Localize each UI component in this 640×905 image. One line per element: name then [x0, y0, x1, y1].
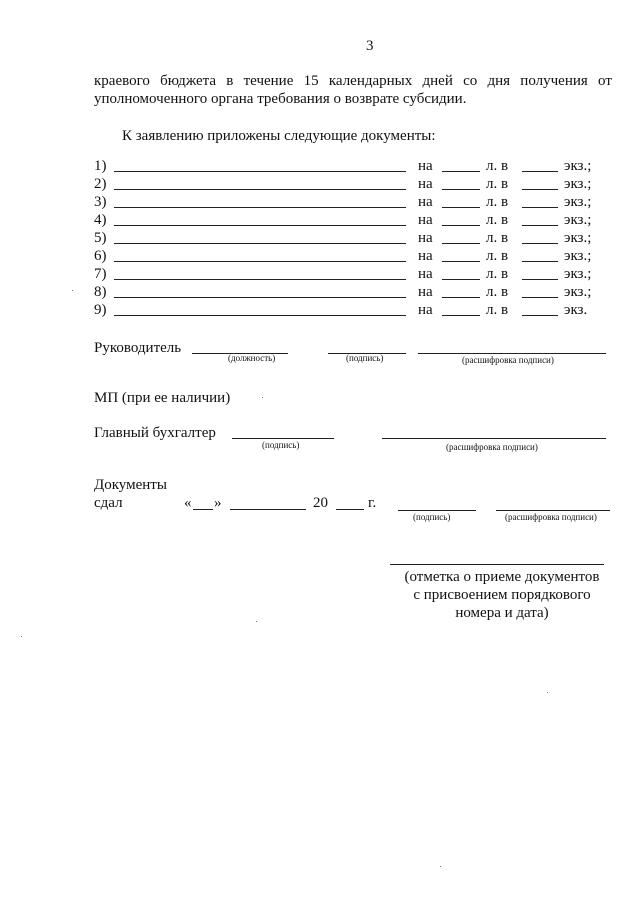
- pages-count-field[interactable]: [442, 225, 480, 226]
- pages-count-field[interactable]: [442, 243, 480, 244]
- head-decoding-line[interactable]: [418, 353, 606, 354]
- paragraph-line-1: [94, 72, 612, 90]
- submitted-signature-line[interactable]: [398, 510, 476, 511]
- pages-prefix: на: [418, 302, 433, 318]
- attachment-number: 5): [94, 230, 107, 246]
- pages-count-field[interactable]: [442, 315, 480, 316]
- pages-prefix: на: [418, 194, 433, 210]
- attachment-number: 8): [94, 284, 107, 300]
- accountant-label: Главный бухгалтер: [94, 425, 216, 441]
- attachment-row: [94, 265, 614, 283]
- submitted-label-line2: сдал: [94, 495, 123, 511]
- attachments-intro: К заявлению приложены следующие документы:: [122, 128, 436, 144]
- pages-prefix: на: [418, 212, 433, 228]
- pages-count-field[interactable]: [442, 189, 480, 190]
- copies-count-field[interactable]: [522, 207, 558, 208]
- copies-count-field[interactable]: [522, 279, 558, 280]
- pages-unit: л. в: [486, 248, 509, 264]
- pages-unit: л. в: [486, 266, 509, 282]
- paragraph-word: дней: [422, 73, 453, 89]
- scan-speck: [440, 866, 441, 867]
- attachment-name-field[interactable]: [114, 297, 406, 298]
- attachment-number: 4): [94, 212, 107, 228]
- scan-speck: [256, 621, 257, 622]
- accountant-signature-caption: (подпись): [262, 440, 300, 450]
- head-position-caption: (должность): [228, 353, 276, 363]
- attachment-number: 6): [94, 248, 107, 264]
- date-year-line[interactable]: [336, 509, 364, 510]
- submitted-decoding-caption: (расшифровка подписи): [505, 512, 597, 522]
- paragraph-word: 15: [303, 73, 319, 89]
- date-open-quote: «: [184, 495, 192, 511]
- attachment-name-field[interactable]: [114, 207, 406, 208]
- copies-count-field[interactable]: [522, 189, 558, 190]
- copies-unit: экз.;: [564, 266, 592, 282]
- pages-count-field[interactable]: [442, 279, 480, 280]
- scan-speck: [547, 692, 548, 693]
- copies-count-field[interactable]: [522, 297, 558, 298]
- attachment-name-field[interactable]: [114, 279, 406, 280]
- pages-prefix: на: [418, 158, 433, 174]
- submitted-label-line1: Документы: [94, 477, 167, 493]
- accountant-decoding-line[interactable]: [382, 438, 606, 439]
- pages-count-field[interactable]: [442, 171, 480, 172]
- copies-unit: экз.;: [564, 230, 592, 246]
- attachment-name-field[interactable]: [114, 189, 406, 190]
- attachment-row: [94, 157, 614, 175]
- copies-unit: экз.;: [564, 212, 592, 228]
- receipt-note-line1: (отметка о приеме документов: [404, 569, 600, 585]
- paragraph-word: от: [598, 73, 612, 89]
- attachment-row: [94, 301, 614, 319]
- head-decoding-caption: (расшифровка подписи): [462, 355, 554, 365]
- copies-unit: экз.;: [564, 194, 592, 210]
- pages-count-field[interactable]: [442, 261, 480, 262]
- copies-count-field[interactable]: [522, 171, 558, 172]
- attachment-number: 2): [94, 176, 107, 192]
- copies-unit: экз.;: [564, 248, 592, 264]
- receipt-note-line2: с присвоением порядкового: [413, 587, 591, 603]
- paragraph-word: в: [226, 73, 234, 89]
- page-number: 3: [366, 38, 374, 54]
- date-day-line[interactable]: [193, 509, 213, 510]
- pages-prefix: на: [418, 266, 433, 282]
- scan-speck: [72, 290, 73, 291]
- attachment-row: [94, 247, 614, 265]
- scan-speck: [262, 397, 263, 398]
- copies-unit: экз.: [564, 302, 588, 318]
- head-label: Руководитель: [94, 340, 182, 356]
- attachment-number: 9): [94, 302, 107, 318]
- accountant-signature-line[interactable]: [232, 438, 334, 439]
- paragraph-word: бюджета: [160, 73, 217, 89]
- receipt-note-line3: номера и дата): [455, 605, 549, 621]
- copies-count-field[interactable]: [522, 243, 558, 244]
- paragraph-word: краевого: [94, 73, 150, 89]
- receipt-mark-line[interactable]: [390, 564, 604, 565]
- copies-count-field[interactable]: [522, 261, 558, 262]
- attachment-row: [94, 211, 614, 229]
- pages-unit: л. в: [486, 230, 509, 246]
- pages-count-field[interactable]: [442, 297, 480, 298]
- pages-prefix: на: [418, 176, 433, 192]
- pages-prefix: на: [418, 230, 433, 246]
- attachment-number: 1): [94, 158, 107, 174]
- pages-unit: л. в: [486, 302, 509, 318]
- attachment-row: [94, 193, 614, 211]
- head-signature-caption: (подпись): [346, 353, 384, 363]
- copies-unit: экз.;: [564, 176, 592, 192]
- attachment-name-field[interactable]: [114, 243, 406, 244]
- scan-speck: [21, 636, 22, 637]
- attachment-row: [94, 283, 614, 301]
- pages-unit: л. в: [486, 194, 509, 210]
- attachment-name-field[interactable]: [114, 315, 406, 316]
- pages-unit: л. в: [486, 284, 509, 300]
- attachment-row: [94, 229, 614, 247]
- attachment-number: 3): [94, 194, 107, 210]
- pages-count-field[interactable]: [442, 207, 480, 208]
- attachment-name-field[interactable]: [114, 225, 406, 226]
- attachment-name-field[interactable]: [114, 171, 406, 172]
- pages-unit: л. в: [486, 176, 509, 192]
- paragraph-line-2: уполномоченного органа требования о возврате субсидии.: [94, 91, 467, 107]
- submitted-decoding-line[interactable]: [496, 510, 610, 511]
- copies-count-field[interactable]: [522, 315, 558, 316]
- pages-unit: л. в: [486, 158, 509, 174]
- copies-unit: экз.;: [564, 284, 592, 300]
- paragraph-word: календарных: [328, 73, 413, 89]
- date-close-quote: »: [214, 495, 222, 511]
- paragraph-word: дня: [487, 73, 511, 89]
- attachment-name-field[interactable]: [114, 261, 406, 262]
- pages-unit: л. в: [486, 212, 509, 228]
- accountant-decoding-caption: (расшифровка подписи): [446, 442, 538, 452]
- attachment-number: 7): [94, 266, 107, 282]
- pages-prefix: на: [418, 248, 433, 264]
- date-month-line[interactable]: [230, 509, 306, 510]
- copies-unit: экз.;: [564, 158, 592, 174]
- copies-count-field[interactable]: [522, 225, 558, 226]
- stamp-label: МП (при ее наличии): [94, 390, 231, 406]
- paragraph-word: со: [463, 73, 478, 89]
- paragraph-word: получения: [520, 73, 588, 89]
- date-year-prefix: 20: [313, 495, 328, 511]
- attachment-row: [94, 175, 614, 193]
- pages-prefix: на: [418, 284, 433, 300]
- submitted-signature-caption: (подпись): [413, 512, 451, 522]
- paragraph-word: течение: [243, 73, 294, 89]
- date-year-suffix: г.: [368, 495, 377, 511]
